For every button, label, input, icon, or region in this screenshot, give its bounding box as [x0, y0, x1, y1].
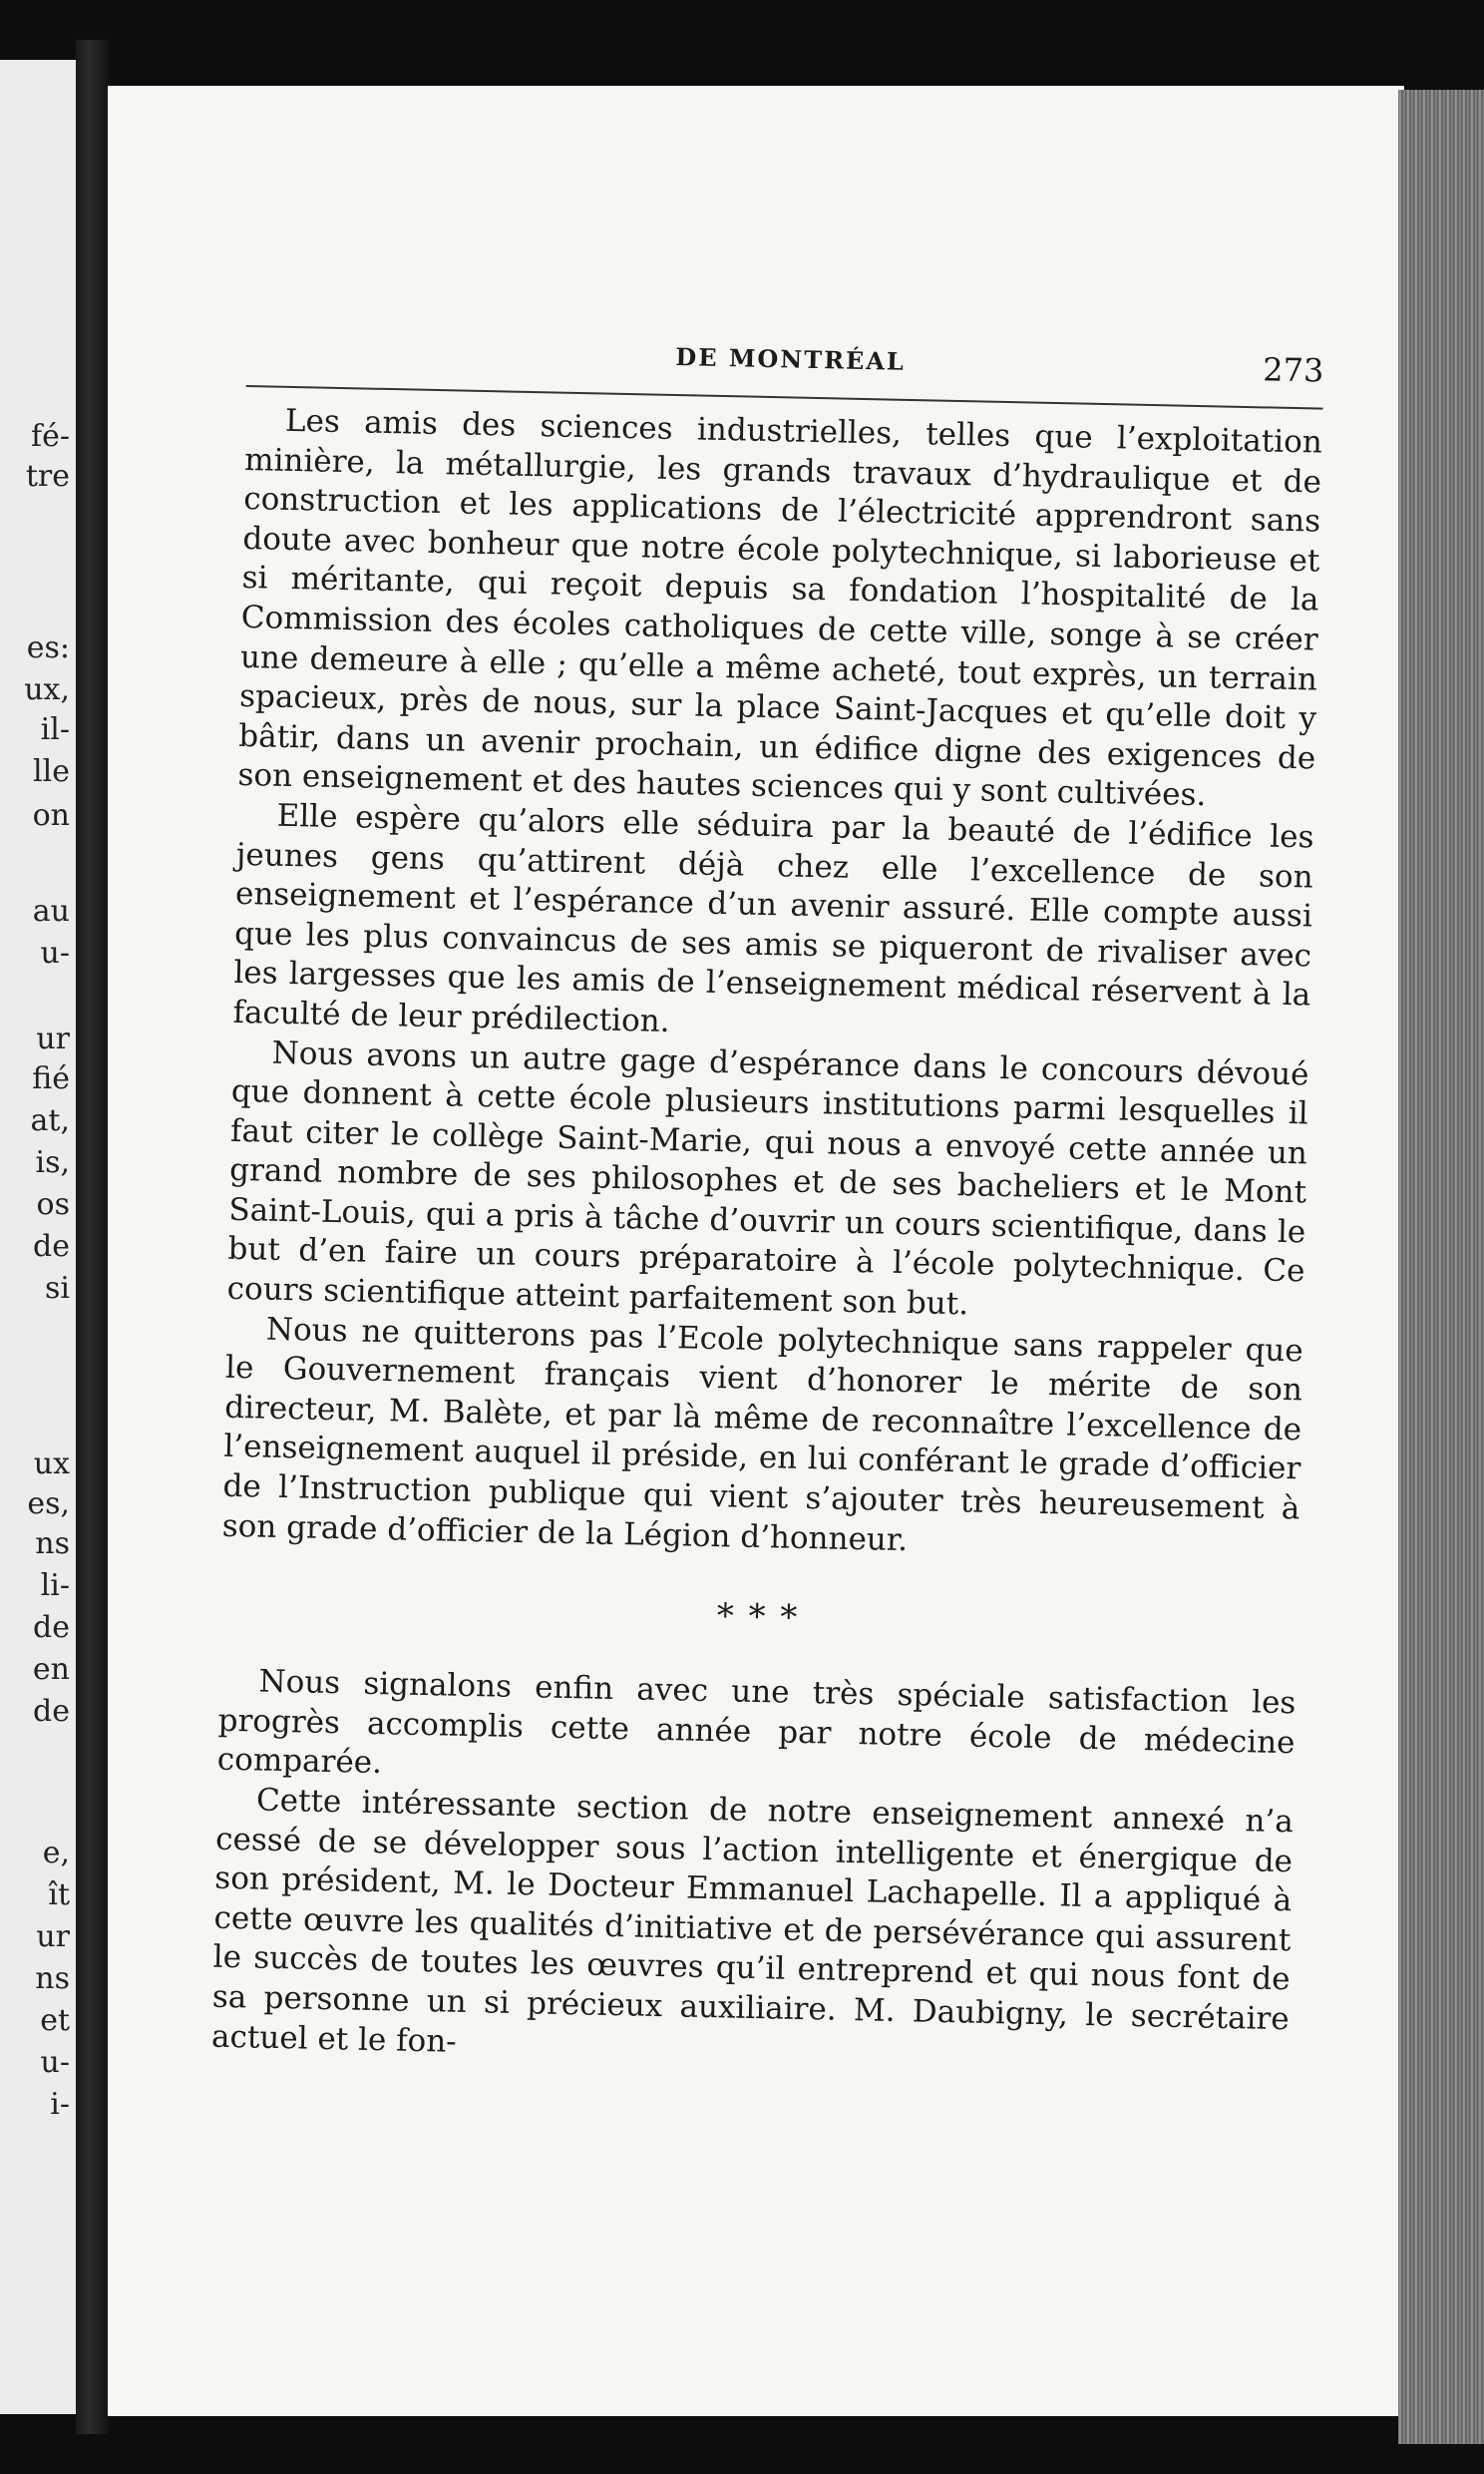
left-fragment: os — [36, 1187, 70, 1222]
left-facing-page — [0, 60, 76, 2414]
page-content — [211, 325, 1324, 2079]
running-header — [246, 325, 1324, 410]
left-fragment: lle — [33, 754, 70, 789]
left-fragment: ux — [33, 1446, 70, 1481]
left-fragment: at, — [30, 1103, 70, 1138]
left-fragment: u- — [40, 2045, 70, 2080]
page — [108, 86, 1404, 2416]
left-fragment: es: — [26, 630, 70, 665]
left-fragment: li- — [40, 1568, 70, 1603]
page-number: 273 — [1262, 350, 1324, 390]
left-fragment: si — [45, 1271, 70, 1306]
left-fragment: ns — [35, 1961, 70, 1996]
paragraph: Nous ne quitterons pas l’Ecole polytechnique sans rappeler que le Gouvernement français vient d’honorer le mérite de son directeur, M. Balète, et par là même de reconnaître l’excellence de l’enseignement auquel il préside, en lui conférant le grade d’officier de l’Instruction publique qui vient s’ajouter très heureusement à son grade d’officier de la Légion d’honneur. — [221, 1311, 1304, 1558]
left-fragment: au — [32, 894, 70, 929]
paragraph: Les amis des sciences industrielles, telles que l’exploitation minière, la métallurgie, les grands travaux d’hydraulique et de construction et les applications de l’électricité apprendront sans doute avec bonheur que notre école polytechnique, si laborieuse et si méritante, qui reçoit depuis sa fondation l’hospitalité de la Commission des écoles catholiques de cette ville, songe à se créer une demeure à elle ; qu’elle a même acheté, tout exprès, un terrain spacieux, près de nous, sur la place Saint-Jacques et qu’elle doit y bâtir, dans un avenir prochain, un édifice digne des exigences de son enseignement et des hautes sciences qui y sont cultivées. — [237, 402, 1323, 814]
paragraph: Elle espère qu’alors elle séduira par la beauté de l’édifice les jeunes gens qu’attirent déjà chez elle l’excellence de son enseignement et l’espérance d’un avenir assuré. Elle compte aussi que les plus convaincus de ses amis se piqueront de rivaliser avec les largesses que les amis de l’enseignement médical réservent à la faculté de leur prédilection. — [232, 797, 1314, 1039]
paragraph: Nous signalons enfin avec une très spéciale satisfaction les progrès accomplis cette année par notre école de médecine comparée. — [216, 1663, 1297, 1782]
left-fragment: on — [32, 798, 70, 833]
left-fragment: de — [33, 1694, 70, 1729]
page-edges — [1398, 90, 1484, 2444]
left-page-text-fragments — [0, 60, 76, 2414]
left-fragment: il- — [40, 712, 70, 747]
book-gutter — [76, 40, 110, 2434]
left-fragment: e, — [42, 1836, 70, 1870]
running-title: DE MONTRÉAL — [675, 342, 907, 376]
paragraph: Cette intéressante section de notre enseignement annexé n’a cessé de se développer sous l’action intelligente et énergique de son président, M. le Docteur Emmanuel Lachapelle. Il a appliqué à cette œuvre les qualités d’initiative et de persévérance qui assurent le succès de toutes les œuvres qu’il entreprend et qui nous font de sa personne un si précieux auxiliaire. M. Daubigny, le secrétaire actuel et le fon- — [210, 1782, 1295, 2060]
left-fragment: ur — [36, 1919, 70, 1954]
left-fragment: fé- — [31, 419, 70, 454]
left-fragment: ns — [35, 1526, 70, 1561]
left-fragment: ux, — [24, 672, 70, 707]
left-fragment: fié — [32, 1061, 70, 1096]
section-separator: * * * — [716, 1596, 802, 1639]
left-fragment: en — [32, 1652, 70, 1687]
left-fragment: i- — [50, 2087, 70, 2122]
left-fragment: et — [40, 2003, 70, 2038]
left-fragment: ur — [36, 1022, 70, 1056]
paragraph: Nous avons un autre gage d’espérance dans le concours dévoué que donnent à cette école plusieurs institutions parmi lesquelles il faut citer le collège Saint-Marie, qui nous a envoyé cette année un grand nombre de ses philosophes et de ses bacheliers et le Mont Saint-Louis, qui a pris à tâche d’ouvrir un cours scientifique, dans le but d’en faire un cours préparatoire à l’école polytechnique. Ce cours scientifique atteint parfaitement son but. — [226, 1034, 1309, 1323]
left-fragment: de — [33, 1229, 70, 1264]
left-fragment: es, — [27, 1486, 70, 1521]
left-fragment: de — [33, 1610, 70, 1645]
left-fragment: is, — [35, 1145, 70, 1180]
left-fragment: u- — [40, 936, 70, 971]
left-fragment: tre — [25, 459, 70, 494]
left-fragment: ît — [48, 1877, 70, 1912]
